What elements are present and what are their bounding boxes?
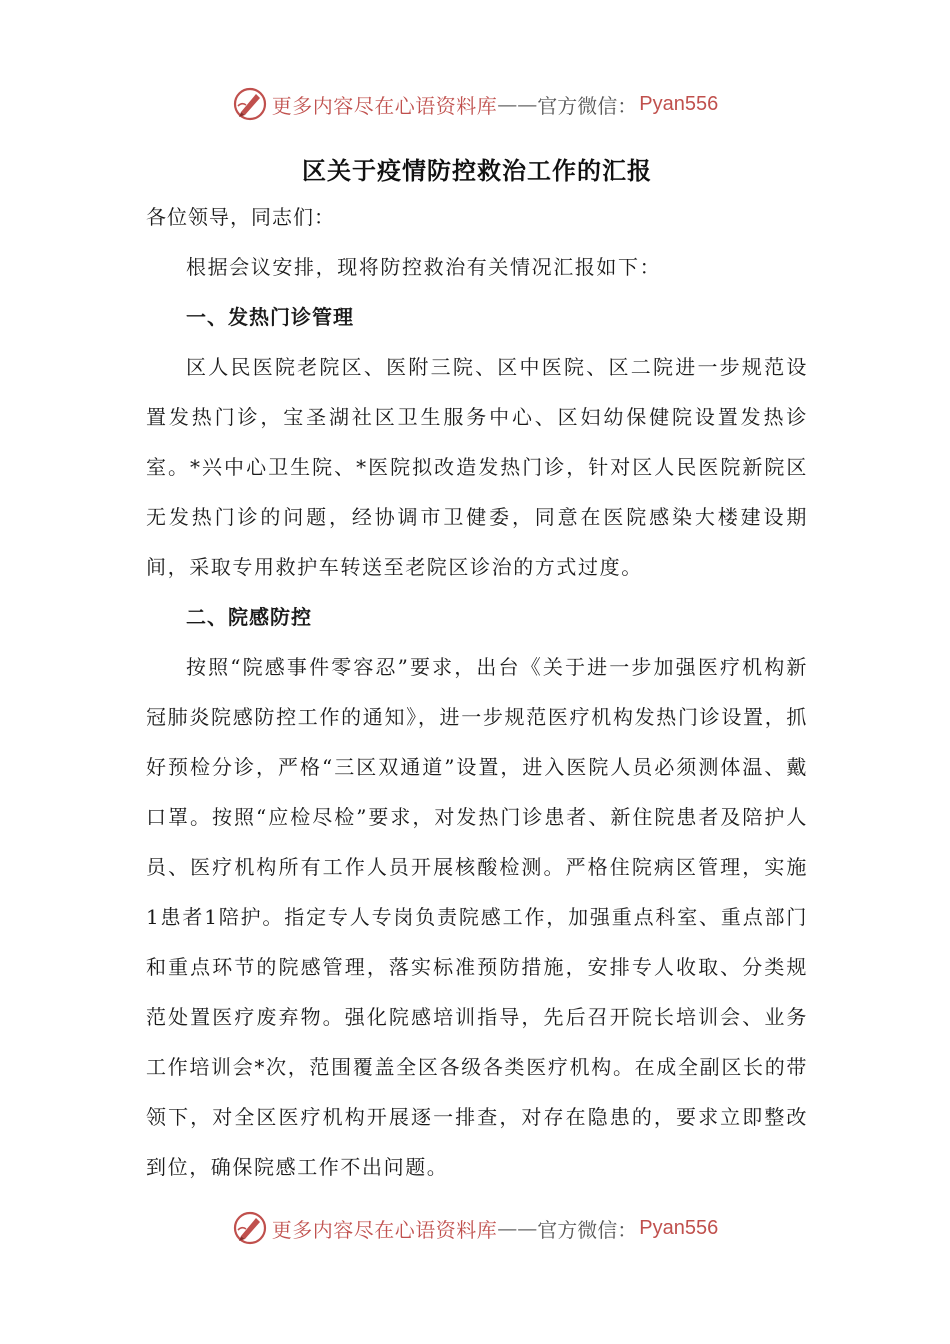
banner-wechat-id: Pyan556 [639, 92, 719, 115]
banner-wechat-id: Pyan556 [639, 1216, 719, 1239]
document-title: 区关于疫情防控救治工作的汇报 [302, 156, 652, 185]
pen-logo-icon [232, 1210, 268, 1246]
salutation: 各位领导，同志们： [146, 205, 335, 229]
banner-text: 更多内容尽在心语资料库 [271, 1217, 498, 1242]
banner-dash: —— [497, 1216, 538, 1240]
banner-text: 更多内容尽在心语资料库 [271, 93, 498, 118]
section-body-infection-control: 按照“院感事件零容忍”要求，出台《关于进一步加强医疗机构新冠肺炎院感防控工作的通知》，进一步规范医疗机构发热门诊设置，抓好预检分诊，严格“三区双通道”设置，进入医院人员必须测体温、戴口罩。按照“应检尽检”要求，对发热门诊患者、新住院患者及陪护人员、医疗机构所有工作人员开展核酸检测。严格住院病区管理，实施1患者1陪护。指定专人专岗负责院感工作，加强重点科室、重点部门和重点环节的院感管理，落实标准预防措施，安排专人收取、分类规范处置医疗废弃物。强化院感培训指导，先后召开院长培训会、业务工作培训会*次，范围覆盖全区各级各类医疗机构。在成全副区长的带领下，对全区医疗机构开展逐一排查，对存在隐患的，要求立即整改到位，确保院感工作不出问题。 [146, 655, 808, 1179]
banner-wechat-label: 官方微信： [537, 93, 638, 118]
header-watermark-banner [0, 84, 950, 124]
pen-logo-icon [232, 86, 268, 122]
banner-wechat-label: 官方微信： [537, 1217, 638, 1242]
document-body [146, 150, 808, 1192]
banner-dash: —— [497, 92, 538, 116]
intro-paragraph: 根据会议安排，现将防控救治有关情况汇报如下： [186, 255, 662, 279]
footer-watermark-banner [0, 1208, 950, 1248]
section-heading-infection-control: 二、院感防控 [186, 605, 312, 629]
section-heading-fever-clinic: 一、发热门诊管理 [186, 305, 354, 329]
section-body-fever-clinic: 区人民医院老院区、医附三院、区中医院、区二院进一步规范设置发热门诊，宝圣湖社区卫生服务中心、区妇幼保健院设置发热诊室。*兴中心卫生院、*医院拟改造发热门诊，针对区人民医院新院区无发热门诊的问题，经协调市卫健委，同意在医院感染大楼建设期间，采取专用救护车转送至老院区诊治的方式过度。 [146, 355, 808, 579]
